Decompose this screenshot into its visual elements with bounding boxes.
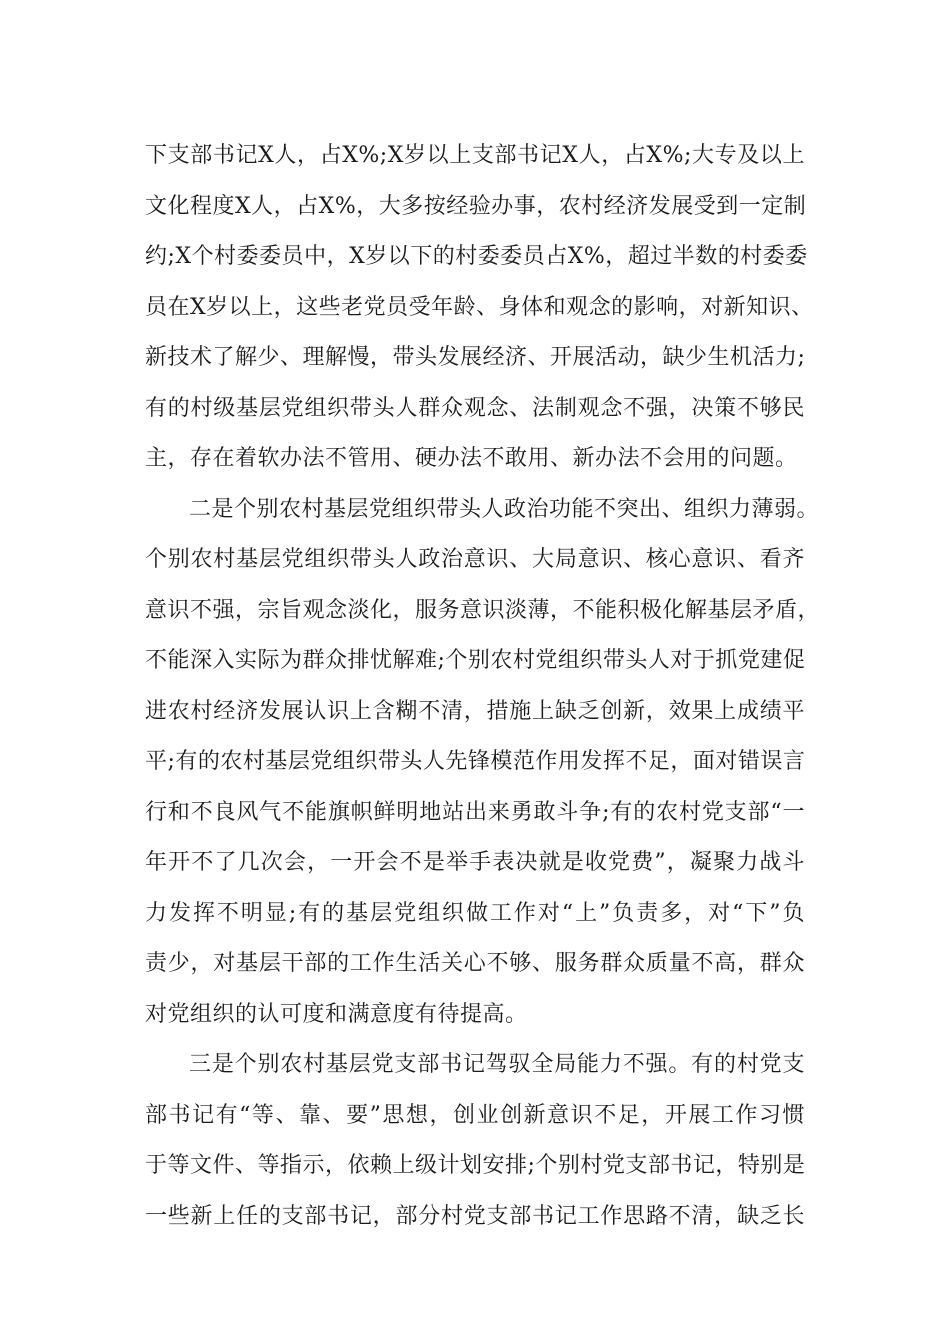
- text-line: 主，存在着软办法不管用、硬办法不敢用、新办法不会用的问题。: [145, 446, 798, 471]
- text-line: 于等文件、等指示，依赖上级计划安排;个别村党支部书记，特别是: [145, 1153, 806, 1178]
- text-line: 有的村级基层党组织带头人群众观念、法制观念不强，决策不够民: [145, 395, 805, 421]
- text-line: 力发挥不明显;有的基层党组织做工作对“上”负责多，对“下”负: [145, 900, 805, 926]
- text-line: 部书记有“等、靠、要”思想，创业创新意识不足，开展工作习惯: [145, 1102, 805, 1128]
- text-line: 责少，对基层干部的工作生活关心不够、服务群众质量不高，群众: [145, 951, 805, 976]
- paragraph-heading-line: 三是个别农村基层党支部书记驾驭全局能力不强。有的村党支: [189, 1052, 805, 1077]
- text-line: 约;X个村委委员中，X岁以下的村委委员占X%，超过半数的村委委: [145, 244, 808, 269]
- text-line: 意识不强，宗旨观念淡化，服务意识淡薄，不能积极化解基层矛盾，: [145, 597, 821, 623]
- text-line: 新技术了解少、理解慢，带头发展经济、开展活动，缺少生机活力;: [145, 345, 806, 370]
- text-line: 年开不了几次会，一开会不是举手表决就是收党费”，凝聚力战斗: [145, 850, 805, 875]
- text-line: 下支部书记X人，占X%;X岁以上支部书记X人，占X%;大专及以上: [145, 143, 805, 168]
- document-body: [145, 131, 821, 1242]
- paragraph-heading-line: 二是个别农村基层党组织带头人政治功能不突出、组织力薄弱。: [189, 496, 820, 522]
- text-line: 个别农村基层党组织带头人政治意识、大局意识、核心意识、看齐: [145, 547, 805, 572]
- text-line: 员在X岁以上，这些老党员受年龄、身体和观念的影响，对新知识、: [145, 294, 814, 320]
- text-line: 不能深入实际为群众排忧解难;个别农村党组织带头人对于抓党建促: [145, 648, 806, 673]
- text-line: 进农村经济发展认识上含糊不清，措施上缺乏创新，效果上成绩平: [145, 698, 805, 724]
- text-line: 文化程度X人，占X%，大多按经验办事，农村经济发展受到一定制: [145, 193, 807, 219]
- text-line: 对党组织的认可度和满意度有待提高。: [145, 1001, 528, 1027]
- text-line: 一些新上任的支部书记，部分村党支部书记工作思路不清，缺乏长: [145, 1203, 805, 1229]
- text-line: 行和不良风气不能旗帜鲜明地站出来勇敢斗争;有的农村党支部“一: [145, 799, 805, 825]
- text-line: 平;有的农村基层党组织带头人先锋模范作用发挥不足，面对错误言: [145, 749, 806, 774]
